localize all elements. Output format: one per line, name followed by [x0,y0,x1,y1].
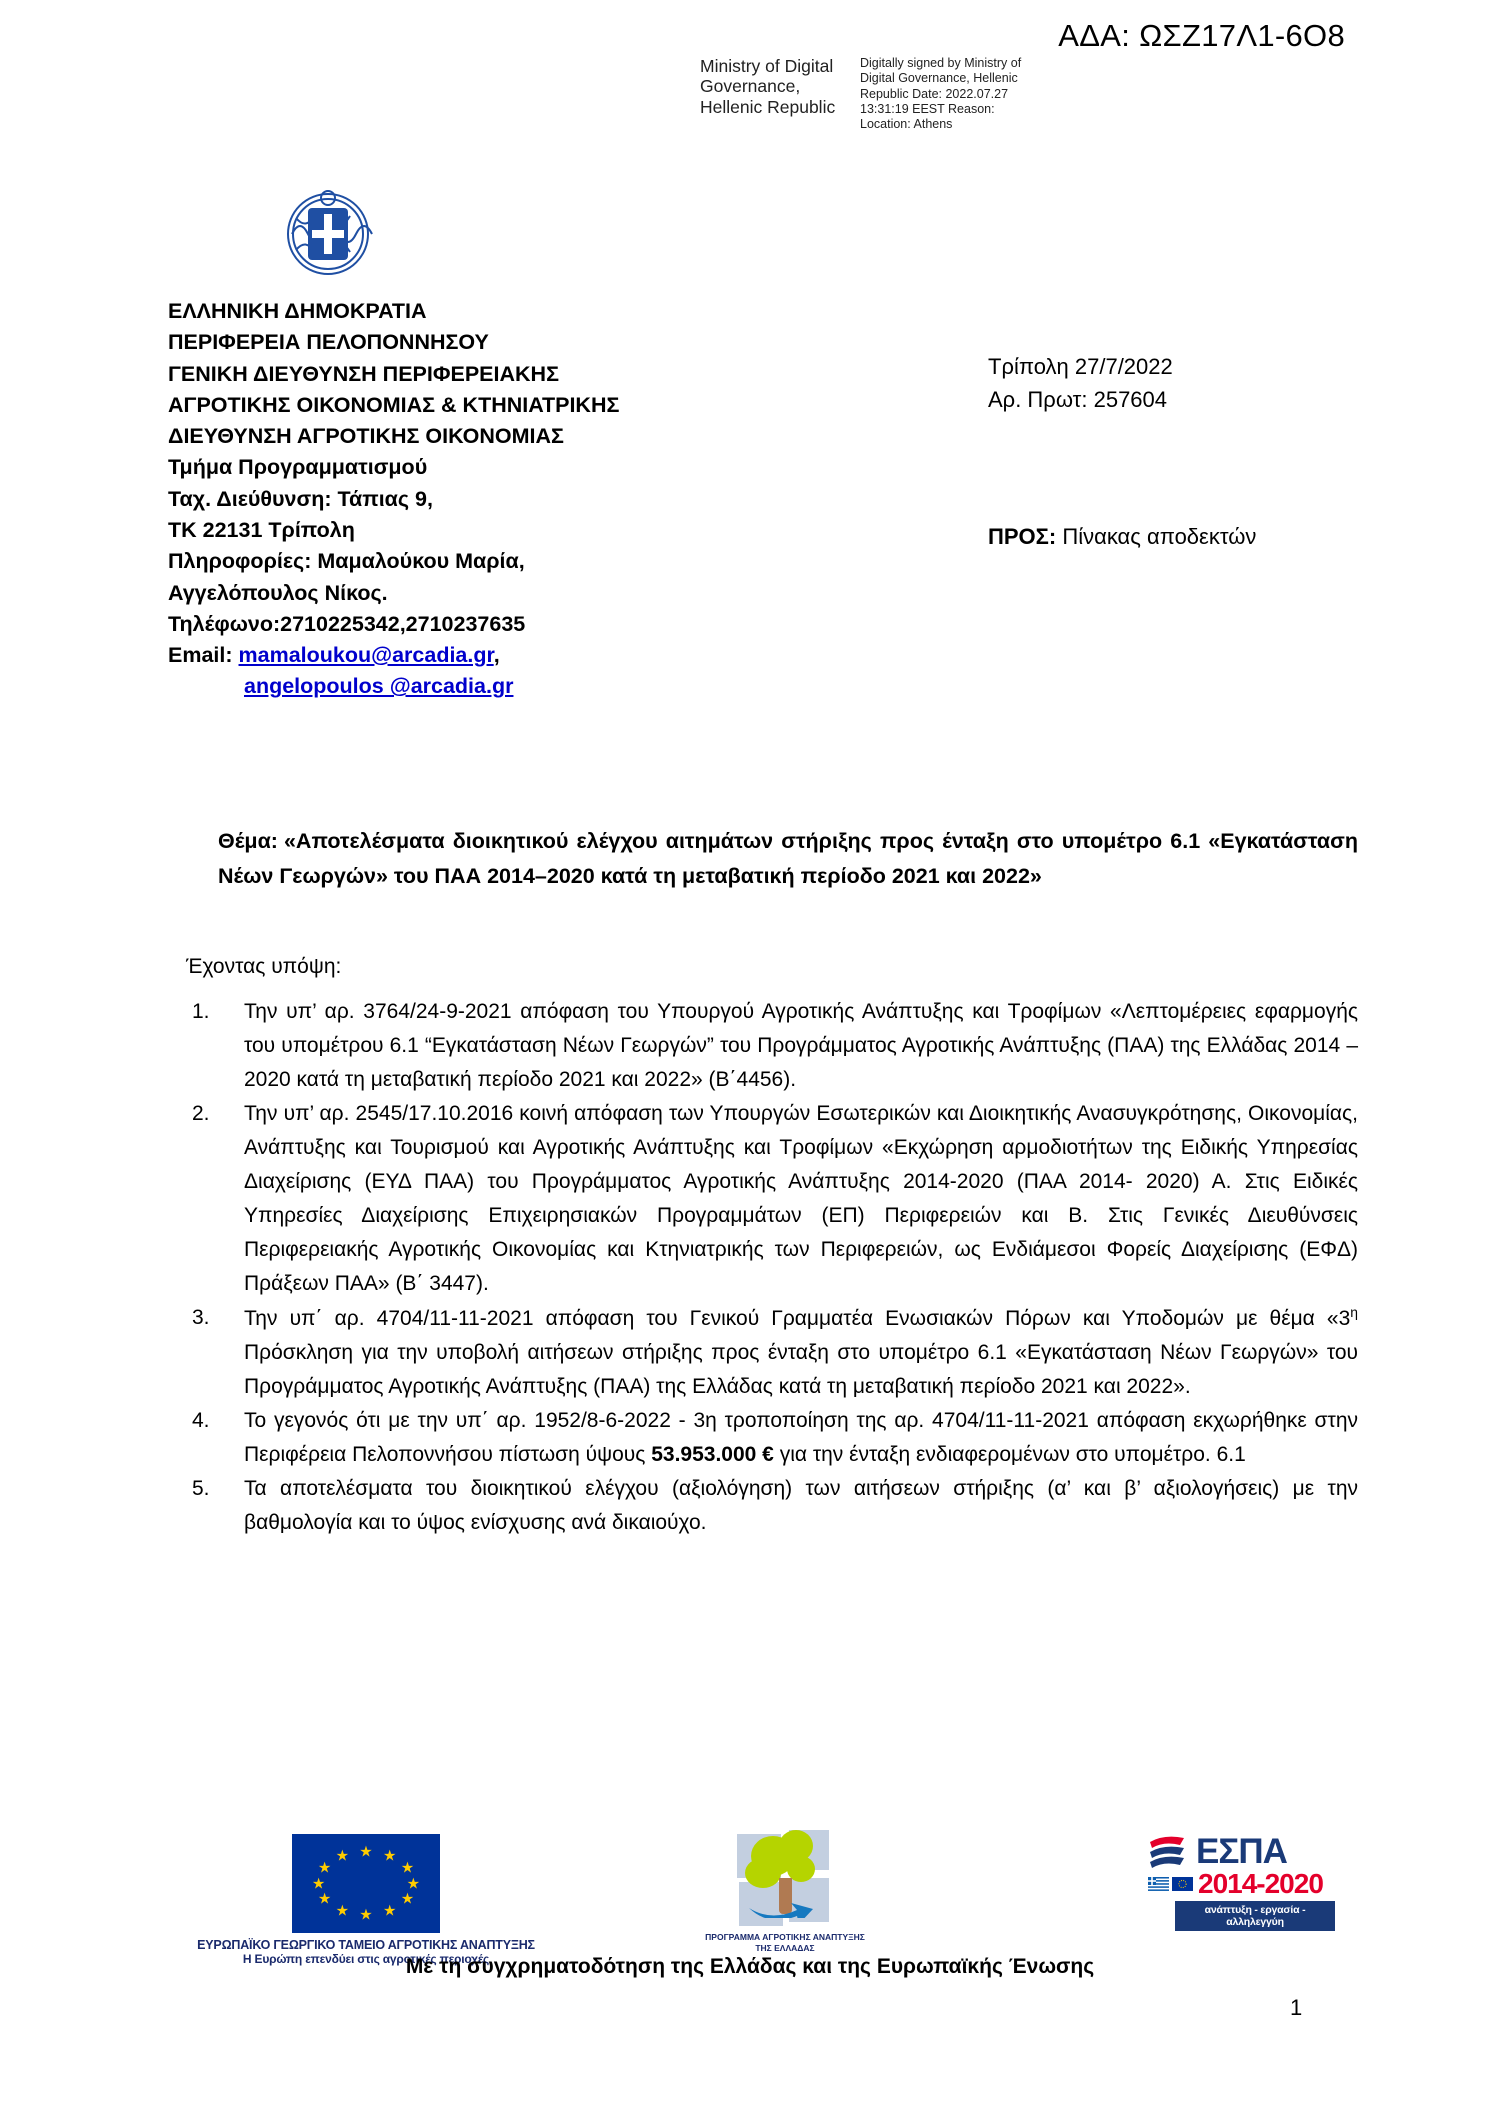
espa-logo-top [1148,1832,1368,1872]
list-item-text: Τα αποτελέσματα του διοικητικού ελέγχου (αξιολόγηση) των αιτήσεων στήριξης (α’ και β’ αξιολογήσεις) με την βαθμολογία και το ύψος ενίσχυσης ανά δικαιούχο. [244,1477,1358,1535]
email-label: Email: [168,643,233,668]
digital-signature-block [700,56,1035,132]
signature-details: Digitally signed by Ministry of Digital Governance, Hellenic Republic Date: 2022.07.27 13:31:19 EEST Reason: Location: Athens [860,56,1022,131]
letterhead-address: Ταχ. Διεύθυνση: Τάπιας 9, [168,486,433,511]
letterhead-department: Τμήμα Προγραμματισμού [168,455,428,480]
email-separator: , [493,643,500,668]
subject-block [218,824,1358,894]
letterhead-email-row [168,640,728,671]
list-item-number: 3. [192,1306,210,1330]
list-item-text: Την υπ’ αρ. 2545/17.10.2016 κοινή απόφαση των Υπουργών Εσωτερικών και Διοικητικής Ανασυγκρότησης, Οικονομίας, Ανάπτυξης και Τουρισμού και Αγροτικής Ανάπτυξης και Τροφίμων «Εκχώρηση αρμοδιοτήτων της Ειδικής Υπηρεσίας Διαχείρισης (ΕΥΔ ΠΑΑ) του Προγράμματος Αγροτικής Ανάπτυξης 2014-2020 (ΠΑΑ 2014- 2020) Α. Στις Ειδικές Υπηρεσίες Διαχείρισης Επιχειρησιακών Προγραμμάτων (ΕΠ) Περιφερειών και Β. Στις Γενικές Διευθύνσεις Περιφερειακής Αγροτικής Οικονομίας και Κτηνιατρικής των Περιφερειών, ως Ενδιάμεσοι Φορείς Διαχείρισης (ΕΦΔ) Πράξεων ΠΑΑ» (Β΄ 3447). [244,1102,1358,1296]
subject-label: Θέμα: [218,829,278,853]
list-item-text-suffix: για την ένταξη ενδιαφερομένων στο υπομέτρο. 6.1 [773,1443,1246,1467]
list-item-text-prefix: Το γεγονός ότι με την υπ΄ αρ. 1952/8-6-2022 - 3η τροποποίηση της αρ. 4704/11-11-2021 απόφαση εκχωρήθηκε στην Περιφέρεια Πελοποννήσου πίστωση ύψους [244,1409,1358,1467]
letterhead-line-3: ΓΕΝΙΚΗ ΔΙΕΥΘΥΝΣΗ ΠΕΡΙΦΕΡΕΙΑΚΗΣ [168,361,559,386]
eu-logo [196,1834,536,1966]
espa-logo-middle [1148,1870,1368,1898]
cofunding-statement: Με τη συγχρηματοδότηση της Ελλάδας και της Ευρωπαϊκής Ένωσης [405,1955,1095,1978]
eu-flag-small-icon [1172,1877,1193,1891]
list-item [186,1301,1358,1404]
hellenic-republic-emblem-icon [272,178,384,290]
list-item-text: Την υπ’ αρ. 3764/24-9-2021 απόφαση του Υπουργού Αγροτικής Ανάπτυξης και Τροφίμων «Λεπτομέρειες εφαρμογής του υπομέτρου 6.1 “Εγκατάσταση Νέων Γεωργών” του Προγράμματος Αγροτικής Ανάπτυξης (ΠΑΑ) της Ελλάδας 2014 – 2020 κατά τη μεταβατική περίοδο 2021 και 2022» (Β΄4456). [244,1000,1358,1092]
list-item [186,995,1358,1097]
recipient-line [988,524,1256,550]
paa-tree-icon [733,1826,837,1930]
considerations-list [186,995,1358,1540]
ordinal-superscript: η [1350,1304,1358,1321]
letterhead-email-row-2 [168,671,728,702]
letterhead-line-5: ΔΙΕΥΘΥΝΣΗ ΑΓΡΟΤΙΚΗΣ ΟΙΚΟΝΟΜΙΑΣ [168,424,564,449]
ada-number: ΑΔΑ: ΩΣΖ17Λ1-6Ο8 [1058,18,1345,53]
intro-text: Έχοντας υπόψη: [186,955,342,978]
list-item-number: 1. [192,1000,210,1023]
letterhead-postal-city: ΤΚ 22131 Τρίπολη [168,517,355,542]
letterhead-contact-person-1: Πληροφορίες: Μαμαλούκου Μαρία, [168,549,525,574]
letterhead-line-2: ΠΕΡΙΦΕΡΕΙΑ ΠΕΛΟΠΟΝΝΗΣΟΥ [168,330,489,355]
subject-text: «Αποτελέσματα διοικητικού ελέγχου αιτημάτων στήριξης προς ένταξη στο υπομέτρο 6.1 «Εγκατάσταση Νέων Γεωργών» του ΠΑΑ 2014–2020 κατά τη μεταβατική περίοδο 2021 και 2022» [218,829,1358,888]
letterhead [168,296,728,703]
paa-logo [700,1826,870,1953]
email-link-angelopoulos[interactable]: angelopoulos @arcadia.gr [244,674,514,699]
list-item-text [244,1404,1358,1472]
letterhead-contact-person-2: Αγγελόπουλος Νίκος. [168,580,388,605]
recipient-label: ΠΡΟΣ: [988,524,1057,549]
eu-caption-line-2: Η Ευρώπη επενδύει στις αγροτικές περιοχές [242,1952,490,1966]
espa-wordmark: ΕΣΠΑ [1196,1832,1287,1872]
espa-slogan: ανάπτυξη - εργασία - αλληλεγγύη [1175,1901,1335,1931]
espa-years: 2014-2020 [1198,1868,1323,1899]
paa-caption [700,1932,870,1953]
paa-caption-line-1: ΠΡΟΓΡΑΜΜΑ ΑΓΡΟΤΙΚΗΣ ΑΝΑΠΤΥΞΗΣ [705,1932,865,1942]
signature-authority-name: Ministry of Digital Governance, Hellenic Republic [700,56,836,117]
list-item [186,1097,1358,1301]
list-item-text [244,1301,1358,1404]
list-item [186,1472,1358,1540]
eu-caption-line-1: ΕΥΡΩΠΑΪΚΟ ΓΕΩΡΓΙΚΟ ΤΑΜΕΙΟ ΑΓΡΟΤΙΚΗΣ ΑΝΑΠΤΥΞΗΣ [197,1938,535,1952]
eu-flag-icon: ★ ★ ★ ★ ★ ★ ★ ★ ★ ★ ★ ★ [292,1834,440,1933]
credit-amount: 53.953.000 € [651,1443,774,1467]
footer-logos [0,1826,1500,1966]
recipient-value: Πίνακας αποδεκτών [1062,524,1257,549]
list-item-text-suffix: Πρόσκληση για την υποβολή αιτήσεων στήριξης προς ένταξη στο υπομέτρο 6.1 «Εγκατάσταση Νέων Γεωργών» του Προγράμματος Αγροτικής Ανάπτυξης (ΠΑΑ) της Ελλάδας κατά τη μεταβατική περίοδο 2021 και 2022». [244,1341,1358,1399]
list-item-text-prefix: Την υπ΄ αρ. 4704/11-11-2021 απόφαση του Γενικού Γραμματέα Ενωσιακών Πόρων και Υποδομών με θέμα «3 [244,1307,1351,1331]
list-item [186,1404,1358,1472]
espa-flags [1148,1877,1193,1891]
document-meta [988,350,1173,416]
place-and-date: Τρίπολη 27/7/2022 [988,354,1173,379]
list-item-number: 4. [192,1409,210,1433]
protocol-number: Αρ. Πρωτ: 257604 [988,387,1168,412]
letterhead-line-1: ΕΛΛΗΝΙΚΗ ΔΗΜΟΚΡΑΤΙΑ [168,299,427,323]
greek-flag-icon [1148,1877,1169,1891]
list-item-number: 2. [192,1102,210,1126]
list-item-number: 5. [192,1477,210,1501]
paa-caption-line-2: ΤΗΣ ΕΛΛΑΔΑΣ [755,1942,815,1953]
letterhead-line-4: ΑΓΡΟΤΙΚΗΣ ΟΙΚΟΝΟΜΙΑΣ & ΚΤΗΝΙΑΤΡΙΚΗΣ [168,392,620,417]
letterhead-telephone: Τηλέφωνο:2710225342,2710237635 [168,611,526,636]
espa-logo [1148,1832,1368,1931]
page-number: 1 [1290,1995,1303,2020]
email-link-mamaloukou[interactable]: mamaloukou@arcadia.gr [238,643,494,668]
espa-waves-icon [1148,1832,1192,1872]
